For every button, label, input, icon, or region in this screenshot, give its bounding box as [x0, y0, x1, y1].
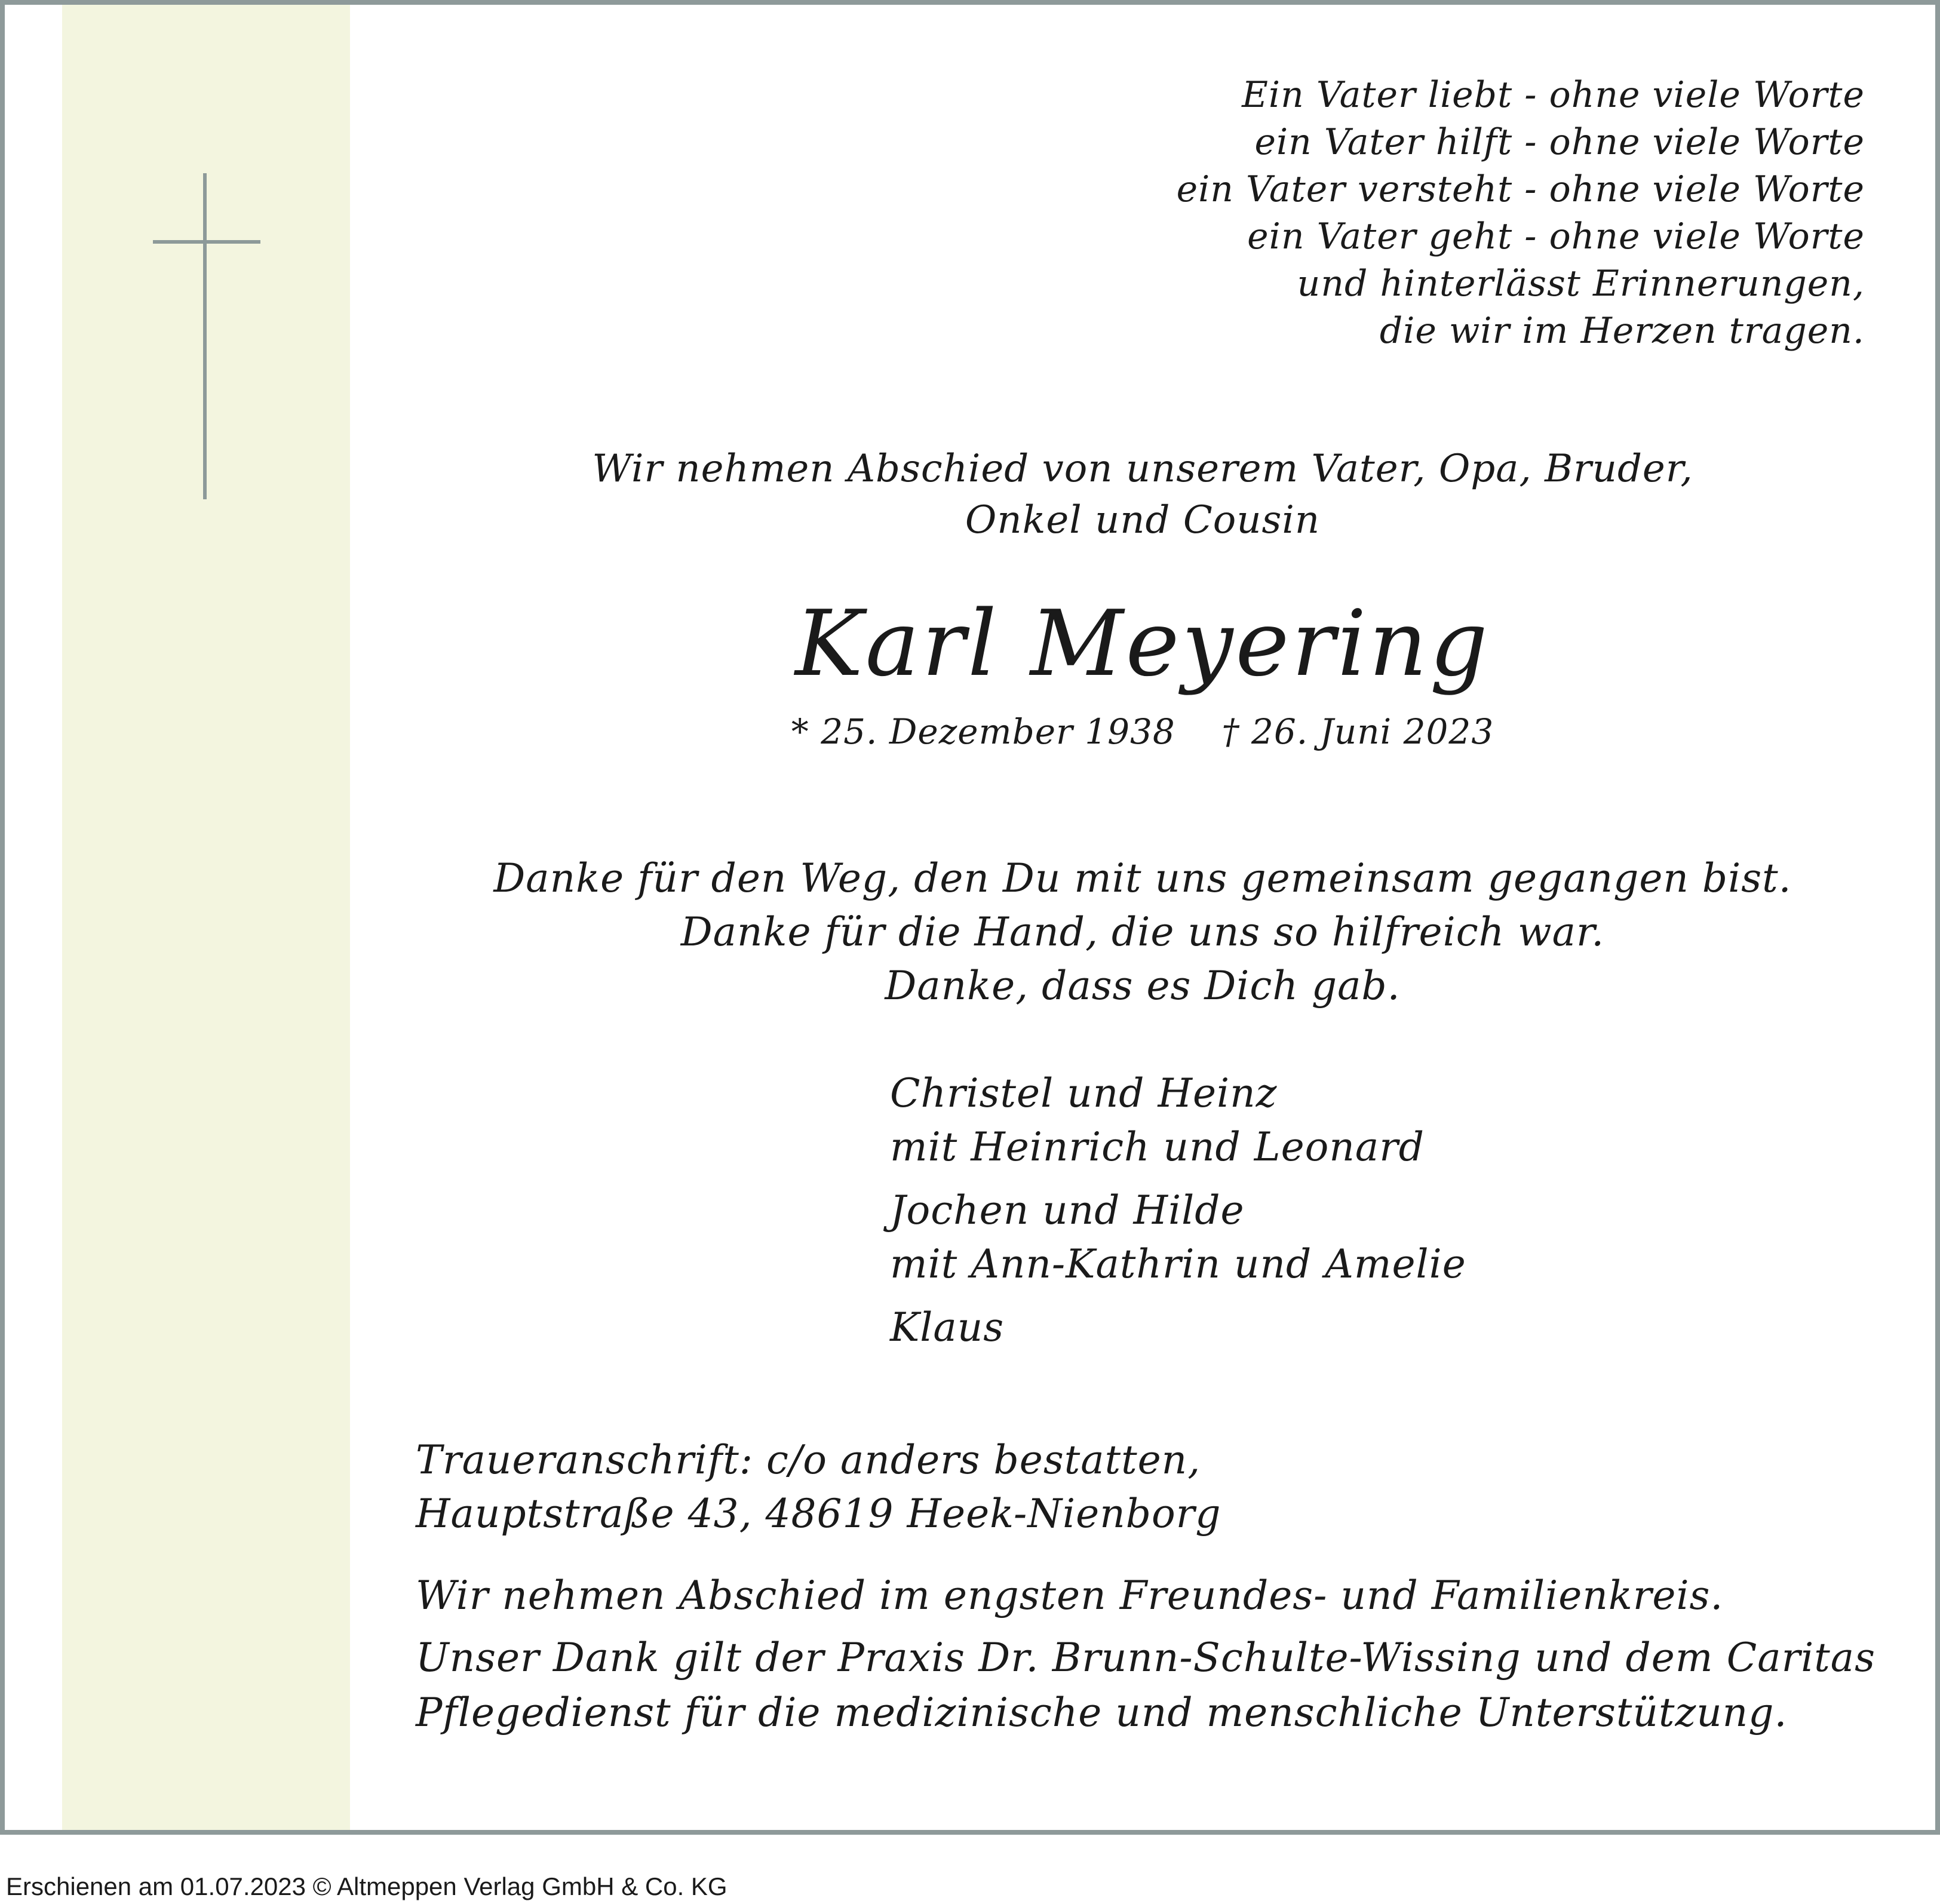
farewell-intro — [350, 443, 1935, 546]
mourner-group — [890, 1301, 1466, 1355]
poem-line: und hinterlässt Erinnerungen, — [1297, 263, 1865, 305]
thanks-line: Danke für den Weg, den Du mit uns gemeinsam gegangen bist. — [493, 855, 1792, 901]
mourner-line: mit Heinrich und Leonard — [890, 1124, 1425, 1170]
mourning-address — [416, 1433, 1221, 1541]
thanks-line: Danke, dass es Dich gab. — [885, 963, 1401, 1009]
mourner-group — [890, 1067, 1466, 1174]
closing-notes — [416, 1568, 1875, 1740]
poem-line: ein Vater hilft - ohne viele Worte — [1254, 121, 1865, 163]
poem-verse — [969, 72, 1865, 355]
poem-line: Ein Vater liebt - ohne viele Worte — [1242, 74, 1865, 116]
mourner-line: Klaus — [890, 1304, 1005, 1350]
mourner-group — [890, 1184, 1466, 1291]
poem-line: ein Vater geht - ohne viele Worte — [1247, 216, 1865, 257]
poem-line: ein Vater versteht - ohne viele Worte — [1176, 168, 1865, 210]
poem-line: die wir im Herzen tragen. — [1379, 310, 1865, 352]
address-line: Traueranschrift: c/o anders bestatten, — [416, 1437, 1201, 1483]
address-line: Hauptstraße 43, 48619 Heek-Nienborg — [416, 1491, 1221, 1537]
mourners-list — [890, 1067, 1466, 1364]
publication-footer: Erschienen am 01.07.2023 © Altmeppen Verlag GmbH & Co. KG — [6, 1872, 728, 1900]
cross-vertical-bar — [203, 173, 207, 499]
mourner-line: Christel und Heinz — [890, 1070, 1278, 1116]
farewell-line: Wir nehmen Abschied von unserem Vater, Opa, Bruder, — [592, 447, 1693, 491]
thanks-line: Danke für die Hand, die uns so hilfreich war. — [680, 909, 1605, 955]
private-farewell-note: Wir nehmen Abschied im engsten Freundes- und Familienkreis. — [416, 1573, 1724, 1619]
thanks-verse — [350, 852, 1935, 1013]
cross-horizontal-bar — [153, 240, 260, 244]
mourner-line: Jochen und Hilde — [890, 1187, 1245, 1233]
farewell-line: Onkel und Cousin — [965, 498, 1321, 542]
deceased-name: Karl Meyering — [795, 591, 1490, 696]
life-dates: * 25. Dezember 1938 † 26. Juni 2023 — [791, 711, 1494, 752]
gratitude-note: Unser Dank gilt der Praxis Dr. Brunn-Schulte-Wissing und dem Caritas Pflegedienst für die medizinische und menschliche Unterstützung. — [416, 1635, 1875, 1736]
mourner-line: mit Ann-Kathrin und Amelie — [890, 1241, 1466, 1287]
